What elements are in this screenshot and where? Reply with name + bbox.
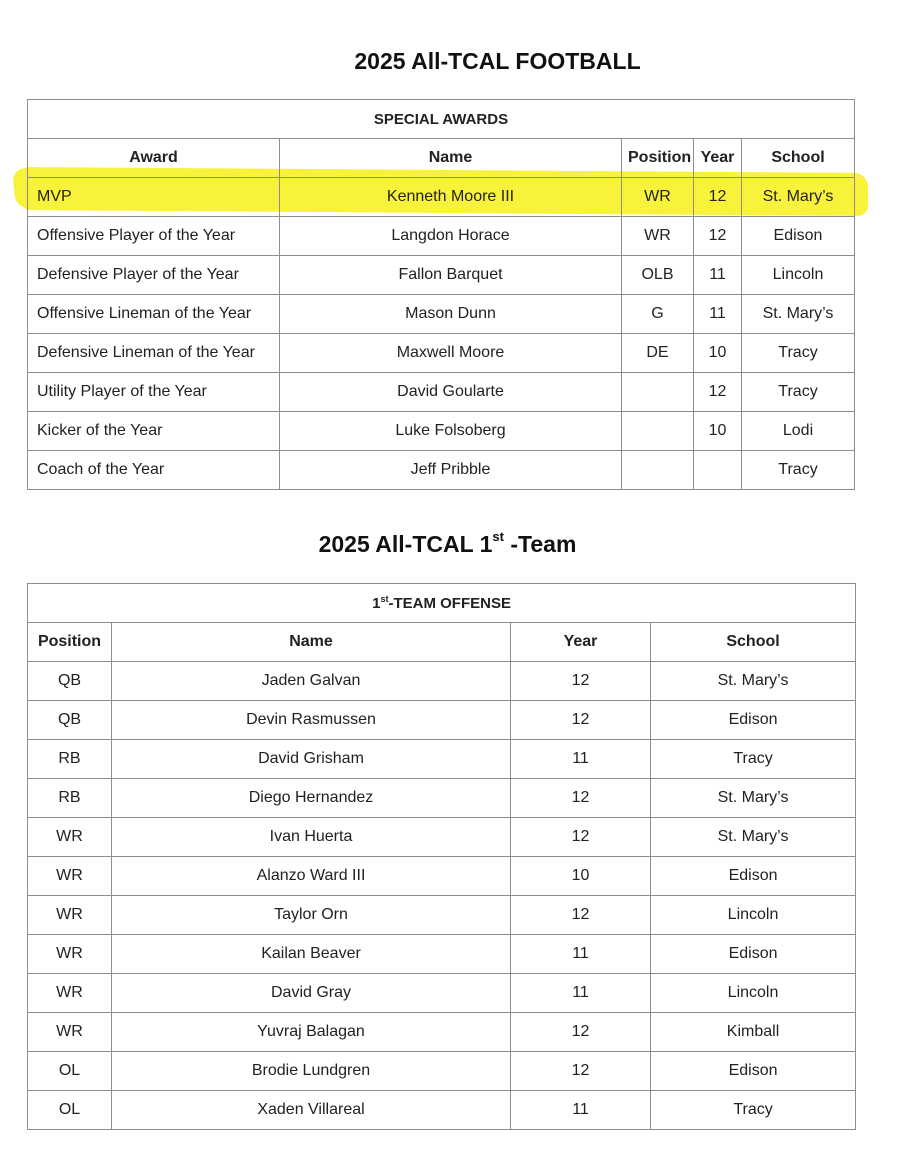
position-cell: [622, 451, 694, 490]
year-cell: 12: [694, 178, 742, 217]
column-header: Position: [622, 139, 694, 178]
name-cell: Mason Dunn: [280, 295, 622, 334]
school-cell: Tracy: [742, 373, 855, 412]
position-cell: WR: [28, 974, 112, 1013]
player-row: [28, 662, 856, 701]
position-cell: WR: [28, 1013, 112, 1052]
award-row: [28, 451, 855, 490]
school-cell: Tracy: [742, 334, 855, 373]
first-team-offense-table: [27, 583, 856, 1130]
award-row: [28, 295, 855, 334]
first-team-title: [0, 531, 905, 558]
school-cell: Lodi: [742, 412, 855, 451]
position-cell: DE: [622, 334, 694, 373]
name-cell: Jeff Pribble: [280, 451, 622, 490]
award-row: [28, 373, 855, 412]
position-cell: OLB: [622, 256, 694, 295]
school-cell: Tracy: [742, 451, 855, 490]
school-cell: St. Mary’s: [651, 779, 856, 818]
name-cell: Jaden Galvan: [112, 662, 511, 701]
column-header: Year: [694, 139, 742, 178]
award-cell: Offensive Player of the Year: [28, 217, 280, 256]
award-cell: Kicker of the Year: [28, 412, 280, 451]
year-cell: 12: [511, 779, 651, 818]
name-cell: Alanzo Ward III: [112, 857, 511, 896]
name-cell: Maxwell Moore: [280, 334, 622, 373]
name-cell: Diego Hernandez: [112, 779, 511, 818]
award-row: [28, 334, 855, 373]
name-cell: Kailan Beaver: [112, 935, 511, 974]
column-header: Position: [28, 623, 112, 662]
position-cell: [622, 373, 694, 412]
position-cell: RB: [28, 779, 112, 818]
name-cell: Luke Folsoberg: [280, 412, 622, 451]
award-cell: Coach of the Year: [28, 451, 280, 490]
school-cell: Tracy: [651, 1091, 856, 1130]
position-cell: OL: [28, 1052, 112, 1091]
year-cell: 12: [511, 662, 651, 701]
award-row: [28, 217, 855, 256]
year-cell: 10: [511, 857, 651, 896]
section-sup: st: [380, 594, 389, 604]
column-header: School: [742, 139, 855, 178]
player-row: [28, 701, 856, 740]
year-cell: [694, 451, 742, 490]
first-team-title-sup: st: [492, 529, 504, 545]
position-cell: WR: [28, 935, 112, 974]
award-cell: Utility Player of the Year: [28, 373, 280, 412]
award-cell: MVP: [28, 178, 280, 217]
name-cell: Kenneth Moore III: [280, 178, 622, 217]
award-cell: Defensive Lineman of the Year: [28, 334, 280, 373]
year-cell: 12: [511, 896, 651, 935]
school-cell: Edison: [651, 701, 856, 740]
school-cell: Tracy: [651, 740, 856, 779]
year-cell: 11: [694, 256, 742, 295]
position-cell: QB: [28, 701, 112, 740]
school-cell: Edison: [651, 857, 856, 896]
player-row: [28, 818, 856, 857]
award-row: [28, 412, 855, 451]
name-cell: Yuvraj Balagan: [112, 1013, 511, 1052]
special-awards-table: [27, 99, 855, 490]
name-cell: Ivan Huerta: [112, 818, 511, 857]
player-row: [28, 779, 856, 818]
position-cell: WR: [28, 857, 112, 896]
year-cell: 12: [511, 1013, 651, 1052]
year-cell: 11: [511, 935, 651, 974]
page-title: 2025 All-TCAL FOOTBALL: [354, 48, 641, 74]
school-cell: St. Mary’s: [742, 178, 855, 217]
school-cell: Lincoln: [651, 896, 856, 935]
position-cell: WR: [622, 217, 694, 256]
column-header: Name: [280, 139, 622, 178]
position-cell: RB: [28, 740, 112, 779]
school-cell: St. Mary’s: [651, 662, 856, 701]
column-header: Year: [511, 623, 651, 662]
position-cell: WR: [28, 818, 112, 857]
name-cell: David Grisham: [112, 740, 511, 779]
school-cell: St. Mary’s: [742, 295, 855, 334]
year-cell: 12: [694, 373, 742, 412]
name-cell: Xaden Villareal: [112, 1091, 511, 1130]
player-row: [28, 935, 856, 974]
year-cell: 11: [511, 740, 651, 779]
name-cell: David Gray: [112, 974, 511, 1013]
school-cell: Lincoln: [651, 974, 856, 1013]
name-cell: Brodie Lundgren: [112, 1052, 511, 1091]
column-header: School: [651, 623, 856, 662]
name-cell: Fallon Barquet: [280, 256, 622, 295]
player-row: [28, 1091, 856, 1130]
position-cell: G: [622, 295, 694, 334]
school-cell: Edison: [651, 935, 856, 974]
player-row: [28, 896, 856, 935]
position-cell: OL: [28, 1091, 112, 1130]
first-team-title-suffix: -Team: [503, 531, 577, 557]
school-cell: St. Mary’s: [651, 818, 856, 857]
year-cell: 11: [694, 295, 742, 334]
award-row: [28, 256, 855, 295]
year-cell: 10: [694, 412, 742, 451]
name-cell: David Goularte: [280, 373, 622, 412]
section-prefix: 1: [372, 595, 381, 612]
name-cell: Taylor Orn: [112, 896, 511, 935]
school-cell: Lincoln: [742, 256, 855, 295]
player-row: [28, 1013, 856, 1052]
player-row: [28, 857, 856, 896]
year-cell: 12: [511, 701, 651, 740]
award-cell: Offensive Lineman of the Year: [28, 295, 280, 334]
name-cell: Langdon Horace: [280, 217, 622, 256]
year-cell: 11: [511, 974, 651, 1013]
year-cell: 12: [511, 1052, 651, 1091]
player-row: [28, 740, 856, 779]
column-header: Award: [28, 139, 280, 178]
school-cell: Kimball: [651, 1013, 856, 1052]
year-cell: 10: [694, 334, 742, 373]
position-cell: [622, 412, 694, 451]
special-awards-header: SPECIAL AWARDS: [28, 100, 855, 139]
year-cell: 12: [694, 217, 742, 256]
column-header: Name: [112, 623, 511, 662]
position-cell: QB: [28, 662, 112, 701]
player-row: [28, 974, 856, 1013]
position-cell: WR: [28, 896, 112, 935]
year-cell: 11: [511, 1091, 651, 1130]
award-row: [28, 178, 855, 217]
name-cell: Devin Rasmussen: [112, 701, 511, 740]
position-cell: WR: [622, 178, 694, 217]
school-cell: Edison: [651, 1052, 856, 1091]
year-cell: 12: [511, 818, 651, 857]
first-team-offense-header: [28, 584, 856, 623]
section-suffix: -TEAM OFFENSE: [388, 595, 511, 612]
school-cell: Edison: [742, 217, 855, 256]
award-cell: Defensive Player of the Year: [28, 256, 280, 295]
first-team-title-text: 2025 All-TCAL 1: [318, 531, 493, 557]
player-row: [28, 1052, 856, 1091]
